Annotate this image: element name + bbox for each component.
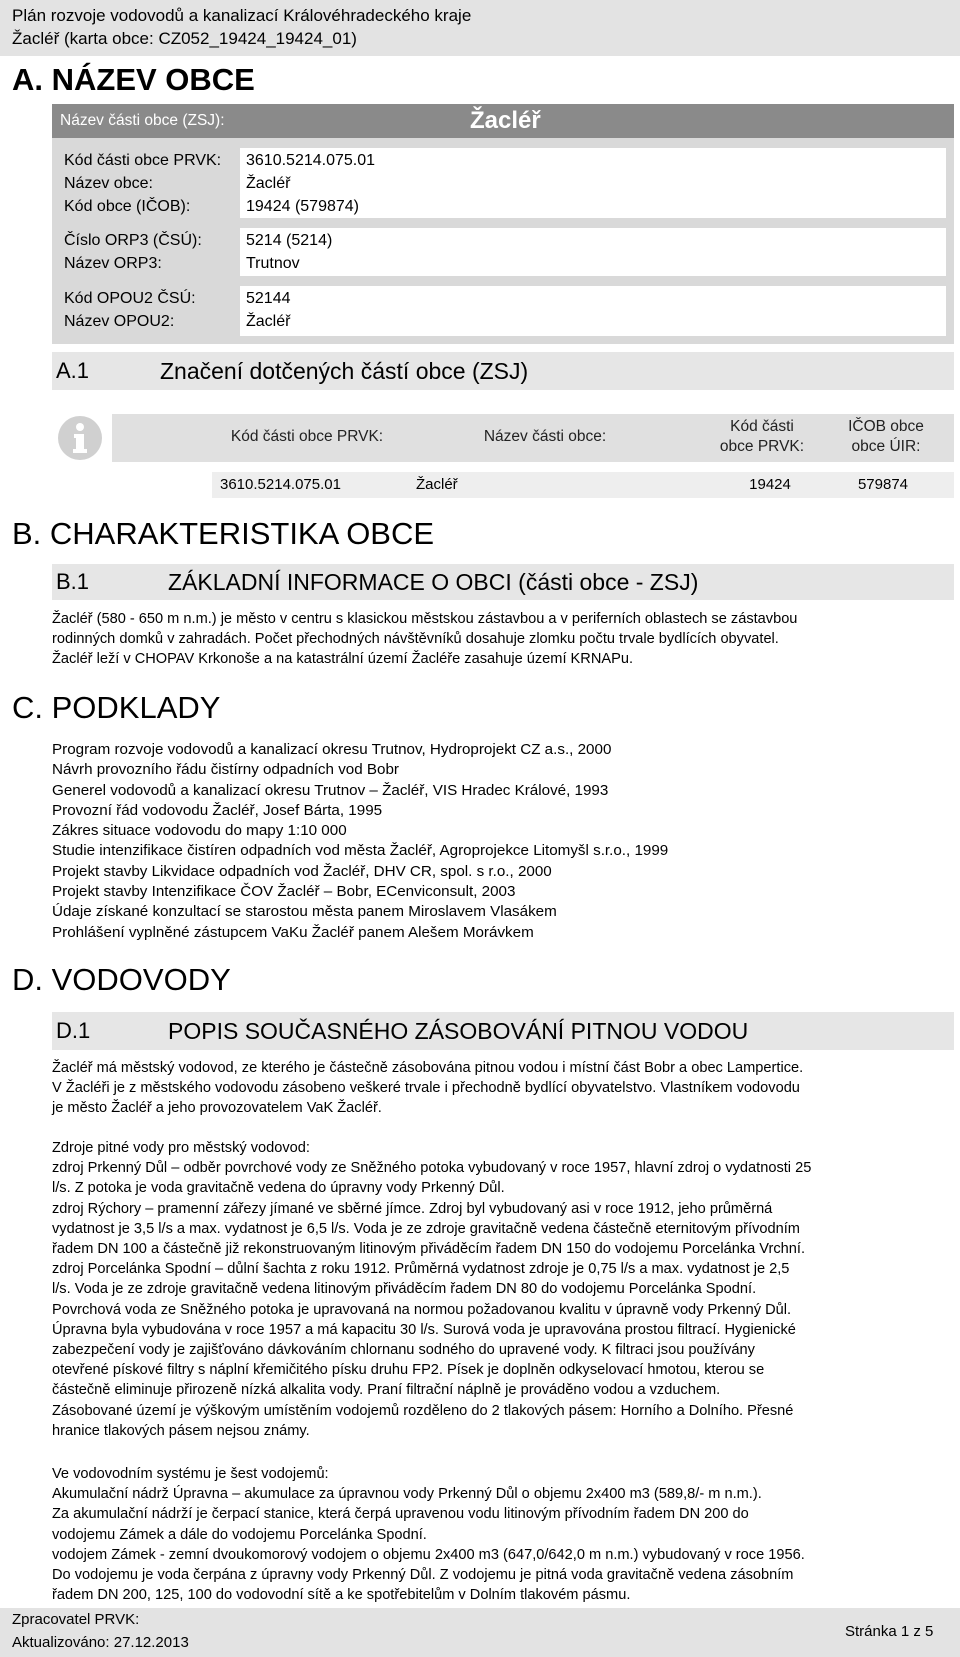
document-subtitle: Žacléř (karta obce: CZ052_19424_19424_01) <box>12 29 357 48</box>
reservoirs-text <box>52 1464 952 1605</box>
info-value: Trutnov <box>246 255 300 272</box>
group2-values-box <box>240 228 946 276</box>
section-d-heading: D. VODOVODY <box>12 962 231 997</box>
info-label: Kód části obce PRVK: <box>64 152 222 169</box>
list-item: Program rozvoje vodovodů a kanalizací okresu Trutnov, Hydroprojekt CZ a.s., 2000 <box>52 741 612 758</box>
footer-processor: Zpracovatel PRVK: <box>12 1611 140 1628</box>
text-line: V Žacléři je z městského vodovodu zásobeno veškeré trvale i přechodně bydlící obyvatelstvo. Vlastníkem vodovodu <box>52 1080 800 1097</box>
text-line: vydatnost je 3,5 l/s a max. vydatnost je 6,5 l/s. Voda je ze zdroje gravitačně vedena částečně eternitovým přívodním <box>52 1220 800 1237</box>
text-line: řadem DN 200, 125, 100 do vodovodní sítě a ke spotřebitelům v Dolním tlakovém pásmu. <box>52 1587 631 1604</box>
list-item: Údaje získané konzultací se starostou města panem Miroslavem Vlasákem <box>52 903 557 921</box>
list-item: Návrh provozního řádu čistírny odpadních vod Bobr <box>52 761 399 779</box>
text-line: l/s. Voda je ze zdroje gravitačně vedena litinovým přiváděcím řadem DN 80 do vodojemu Porcelánka Spodní. <box>52 1281 757 1298</box>
cell-kod-prvk: 3610.5214.075.01 <box>220 476 341 493</box>
document-title: Plán rozvoje vodovodů a kanalizací Královéhradeckého kraje <box>12 6 472 25</box>
text-line: Žacléř leží v CHOPAV Krkonoše a na katastrální území Žacléře zasahuje území KRNAPu. <box>52 651 634 668</box>
info-label: Název obce: <box>64 175 153 192</box>
cell-nazev: Žacléř <box>416 476 458 493</box>
text-line: Akumulační nádrž Úpravna – akumulace za úpravnou vody Prkenný Důl o objemu 2x400 m3 (589,8/- m n.m.). <box>52 1486 762 1503</box>
list-item: Prohlášení vyplněné zástupcem VaKu Žacléř panem Alešem Morávkem <box>52 923 534 941</box>
text-line: hranice tlakových pásem nejsou známy. <box>52 1422 310 1439</box>
section-b-heading: B. CHARAKTERISTIKA OBCE <box>12 516 435 551</box>
water-sources-text <box>52 1138 952 1441</box>
list-item: Generel vodovodů a kanalizací okresu Trutnov – Žacléř, VIS Hradec Králové, 1993 <box>52 781 609 799</box>
info-icon <box>56 414 104 462</box>
cell-icob: 579874 <box>857 476 909 493</box>
text-line: zdroj Rýchory – pramenní zářezy jímané ve sběrné jímce. Zdroj byl vybudovaný asi v roce 1912, jeho průměrná <box>52 1200 773 1217</box>
text-line: Zdroje pitné vody pro městský vodovod: <box>52 1140 310 1156</box>
section-d1-number: D.1 <box>56 1018 91 1043</box>
text-line: Do vodojemu je voda čerpána z úpravny vody Prkenný Důl. Z vodojemu je pitná voda gravitačně vedena zásobním <box>52 1567 794 1584</box>
sources-list <box>52 740 942 943</box>
info-value: 3610.5214.075.01 <box>246 152 376 169</box>
text-line: zdroj Prkenný Důl – odběr povrchové vody ze Sněžného potoka vybudovaný v roce 1957, hlavní zdroj o vydatnosti 25 <box>52 1160 812 1177</box>
section-a1-title: Značení dotčených částí obce (ZSJ) <box>160 358 529 384</box>
info-value: 52144 <box>246 290 291 307</box>
text-line: l/s. Z potoka je voda gravitačně vedena do úpravny vody Prkenný Důl. <box>52 1180 505 1197</box>
info-label: Název OPOU2: <box>64 313 175 330</box>
section-b1-title: ZÁKLADNÍ INFORMACE O OBCI (části obce - ZSJ) <box>168 569 699 595</box>
info-value: 19424 (579874) <box>246 198 359 215</box>
text-line: Povrchová voda ze Sněžného potoka je upravovaná na normou požadovanou kvalitu v úpravně vody Prkenný Důl. <box>52 1301 792 1318</box>
text-line: Úpravna byla vybudována v roce 1957 a má kapacitu 30 l/s. Surová voda je upravována prostou filtrací. Hygienické <box>52 1321 796 1338</box>
text-line: otevřené pískové filtry s náplní křemičitého písku druhu FP2. Písek je doplněn odkyselovací hmotou, kterou se <box>52 1362 765 1379</box>
text-line: Zásobované území je výškovým umístěním vodojemů rozděleno do 2 tlakových pásem: Horního a Dolního. Přesné <box>52 1402 794 1419</box>
footer-updated: Aktualizováno: 27.12.2013 <box>12 1634 189 1651</box>
basic-info-text <box>52 609 952 670</box>
section-a1-number: A.1 <box>56 358 90 383</box>
list-item: Studie intenzifikace čistíren odpadních vod města Žacléř, Agroprojekce Litomyšl s.r.o., 1999 <box>52 842 669 860</box>
text-line: řadem DN 100 a částečně již rekonstruovaným litinovým přiváděcím řadem DN 150 do vodojemu Porcelánka Vrchní. <box>52 1241 805 1258</box>
text-line: Za akumulační nádrží je čerpací stanice, která čerpá upravenou vodu litinovým přívodním řadem DN 200 do <box>52 1506 749 1523</box>
column-header-icob: IČOB obce obce ÚIR: <box>848 418 924 455</box>
section-c-heading: C. PODKLADY <box>12 690 221 725</box>
text-line: Žacléř má městský vodovod, ze kterého je částečně zásobována pitnou vodou i místní část Bobr a obec Lampertice. <box>52 1060 804 1076</box>
column-header-nazev: Název části obce: <box>483 428 607 445</box>
text-line: vodojemu Zámek a dále do vodojemu Porcelánka Spodní. <box>52 1526 427 1543</box>
group3-values-box <box>240 286 946 336</box>
list-item: Zákres situace vodovodu do mapy 1:10 000 <box>52 822 347 840</box>
section-b1-number: B.1 <box>56 569 90 594</box>
text-line: Ve vodovodním systému je šest vodojemů: <box>52 1466 329 1482</box>
text-line: Žacléř (580 - 650 m n.m.) je město v centru s klasickou městskou zástavbou a v periferních oblastech se zástavbou <box>52 611 798 627</box>
text-line: rodinných domků v zahradách. Počet přechodných návštěvníků dosahuje zlomku počtu trvale bydlících obyvatel. <box>52 631 779 648</box>
footer-page-number: Stránka 1 z 5 <box>845 1623 934 1640</box>
cell-kod-casti: 19424 <box>749 476 791 493</box>
column-header-kod-casti: Kód části obce PRVK: <box>719 418 805 455</box>
zsj-value: Žacléř <box>470 107 541 134</box>
info-label: Kód obce (IČOB): <box>64 198 191 215</box>
text-line: zdroj Porcelánka Spodní – důlní šachta z roku 1912. Průměrná vydatnost zdroje je 0,75 l/s a max. vydatnost je 2,5 <box>52 1261 790 1278</box>
text-line: zabezpečení vody je zajišťováno dávkováním chlornanu sodného do upravené vody. K filtraci jsou používány <box>52 1342 755 1359</box>
column-header-kod-prvk: Kód části obce PRVK: <box>230 428 384 445</box>
info-value: Žacléř <box>246 175 291 192</box>
list-item: Provozní řád vodovodu Žacléř, Josef Bárta, 1995 <box>52 801 383 819</box>
water-supply-intro <box>52 1058 952 1119</box>
list-item: Projekt stavby Likvidace odpadních vod Žacléř, DHV CR, spol. s r.o., 2000 <box>52 862 552 880</box>
list-item: Projekt stavby Intenzifikace ČOV Žacléř – Bobr, ECenviconsult, 2003 <box>52 883 516 901</box>
info-label: Název ORP3: <box>64 255 162 272</box>
info-label: Kód OPOU2 ČSÚ: <box>64 290 196 307</box>
zsj-label: Název části obce (ZSJ): <box>60 112 225 129</box>
text-line: částečně eliminuje přirozeně nízká alkalita vody. Praní filtrační náplně je prováděno vodou a vzduchem. <box>52 1382 721 1399</box>
info-label: Číslo ORP3 (ČSÚ): <box>64 232 202 249</box>
text-line: vodojem Zámek - zemní dvoukomorový vodojem o objemu 2x400 m3 (647,0/642,0 m n.m.) vybudovaný v roce 1956. <box>52 1546 805 1563</box>
section-a-heading: A. NÁZEV OBCE <box>12 62 255 97</box>
info-value: 5214 (5214) <box>246 232 333 249</box>
info-value: Žacléř <box>246 313 291 330</box>
text-line: je město Žacléř a jeho provozovatelem VaK Žacléř. <box>52 1100 382 1117</box>
section-d1-title: POPIS SOUČASNÉHO ZÁSOBOVÁNÍ PITNOU VODOU <box>168 1018 749 1044</box>
